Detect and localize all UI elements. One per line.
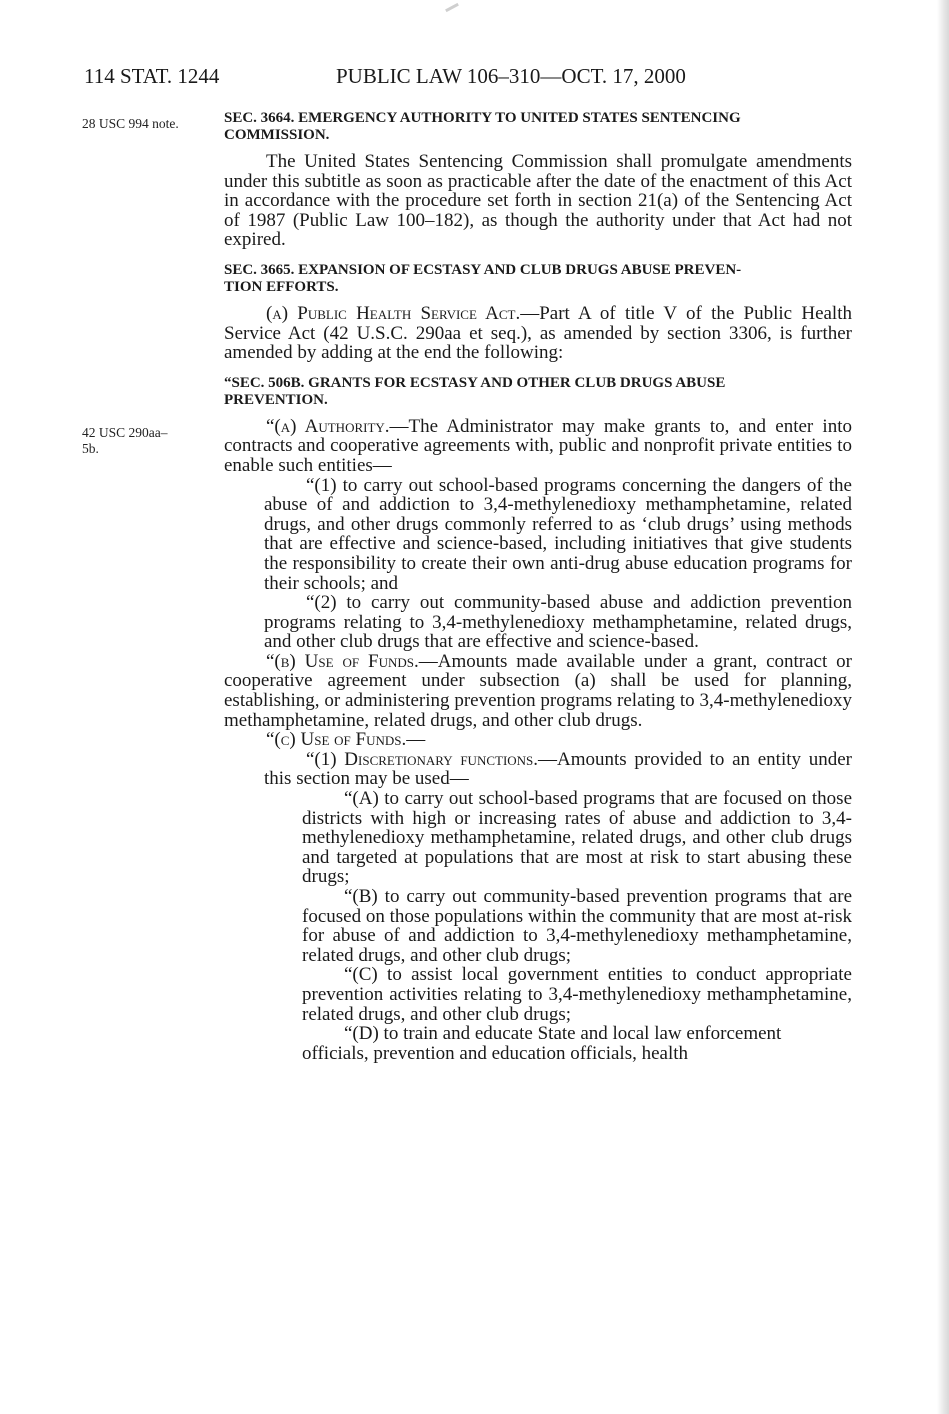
paragraph-use-of-funds-b	[224, 652, 852, 730]
margin-note-text: 28 USC 994 note.	[82, 116, 179, 131]
margin-note-28-usc	[82, 116, 179, 132]
paragraph-cB: “(B) to carry out community-based prevention programs that are focused on those populations within the community that are most at-risk for abuse of and addiction to 3,4-methylenedioxy methamphetamine, related drugs, and other club drugs;	[302, 886, 852, 966]
paragraph-a1: “(1) to carry out school-based programs concerning the dangers of the abuse of and addiction to 3,4-methylenedioxy methamphetamine, related drugs, and other drugs commonly referred to as ‘club drugs’ using methods that are effective and science-based, including initiatives that give students the responsibility to create their own anti-drug abuse education programs for their schools; and	[264, 474, 852, 594]
stat-page-number: 114 STAT. 1244	[84, 64, 220, 88]
paragraph-c1	[224, 750, 852, 789]
margin-note-line-1: 42 USC 290aa–	[82, 425, 168, 440]
section-3664-heading-text: SEC. 3664. EMERGENCY AUTHORITY TO UNITED STATES SENTENCING	[224, 110, 741, 126]
use-of-funds-b-text: —Amounts made available under a grant, contract or cooperative agreement under subsection (a) shall be used for planning, establishing, or administering prevention programs relating to 3,4-methylenedioxy methamphetamine, related drugs, and other club drugs.	[224, 650, 852, 731]
section-3664-paragraph: The United States Sentencing Commission shall promulgate amendments under this subtitle as soon as practicable after the date of the enactment of this Act in accordance with the procedure set forth in section 21(a) of the Sentencing Act of 1987 (Public Law 100–182), as though the authority under that Act had not expired.	[224, 151, 852, 251]
section-3665-heading	[224, 262, 852, 296]
section-506b-heading-cont: PREVENTION.	[224, 391, 328, 408]
section-3665-heading-text: SEC. 3665. EXPANSION OF ECSTASY AND CLUB DRUGS ABUSE PREVEN-	[224, 261, 742, 278]
authority-text: —The Administrator may make grants to, and enter into contracts and cooperative agreements with, public and nonprofit private entities to enable such entities—	[224, 415, 852, 476]
document-body	[224, 110, 852, 1063]
margin-note-line-2: 5b.	[82, 441, 99, 456]
scan-mark	[445, 3, 459, 12]
paragraph-cD: “(D) to train and educate State and local law enforcement officials, prevention and education officials, health	[302, 1023, 782, 1064]
page-edge-shadow	[937, 0, 949, 1414]
paragraph-authority	[224, 417, 852, 476]
discretionary-functions-text: —Amounts provided to an entity under this section may be used—	[264, 748, 852, 790]
authority-label: “(a) Authority.	[266, 415, 390, 437]
public-law-title: PUBLIC LAW 106–310—OCT. 17, 2000	[336, 64, 686, 88]
paragraph-a2: “(2) to carry out community-based abuse and addiction prevention programs relating to 3,4-methylenedioxy methamphetamine, related drugs, and other club drugs that are effective and science-based.	[264, 592, 852, 653]
discretionary-functions-label: “(1) Discretionary functions.	[306, 748, 539, 770]
section-3664-heading-cont: COMMISSION.	[224, 127, 330, 143]
paragraph-cC: “(C) to assist local government entities to conduct appropriate prevention activities relating to 3,4-methylenedioxy methamphetamine, related drugs, and other club drugs;	[302, 964, 852, 1025]
paragraph-cA: “(A) to carry out school-based programs that are focused on those districts with high or increasing rates of abuse and addiction to 3,4-methylenedioxy methamphetamine, related drugs, and other club drugs and targeted at populations that are most at risk to start abusing these drugs;	[302, 788, 852, 888]
use-of-funds-b-label: “(b) Use of Funds.	[266, 650, 419, 672]
section-3665-paragraph-a	[224, 304, 852, 363]
subsection-a-label: (a) Public Health Service Act.	[266, 302, 521, 324]
margin-note-42-usc	[82, 425, 168, 457]
running-header	[84, 64, 864, 94]
section-3665-heading-cont: TION EFFORTS.	[224, 278, 339, 295]
section-3664-heading	[224, 110, 852, 144]
section-506b-heading-text: “SEC. 506B. GRANTS FOR ECSTASY AND OTHER CLUB DRUGS ABUSE	[224, 374, 726, 391]
section-506b-heading	[224, 375, 852, 409]
paragraph-use-of-funds-c	[224, 730, 852, 750]
use-of-funds-c-label: “(c) Use of Funds.	[266, 729, 407, 751]
use-of-funds-c-text: —	[406, 729, 426, 751]
subsection-a-text: —Part A of title V of the Public Health Service Act (42 U.S.C. 290aa et seq.), as amended by section 3306, is further amended by adding at the end the following:	[224, 302, 852, 364]
